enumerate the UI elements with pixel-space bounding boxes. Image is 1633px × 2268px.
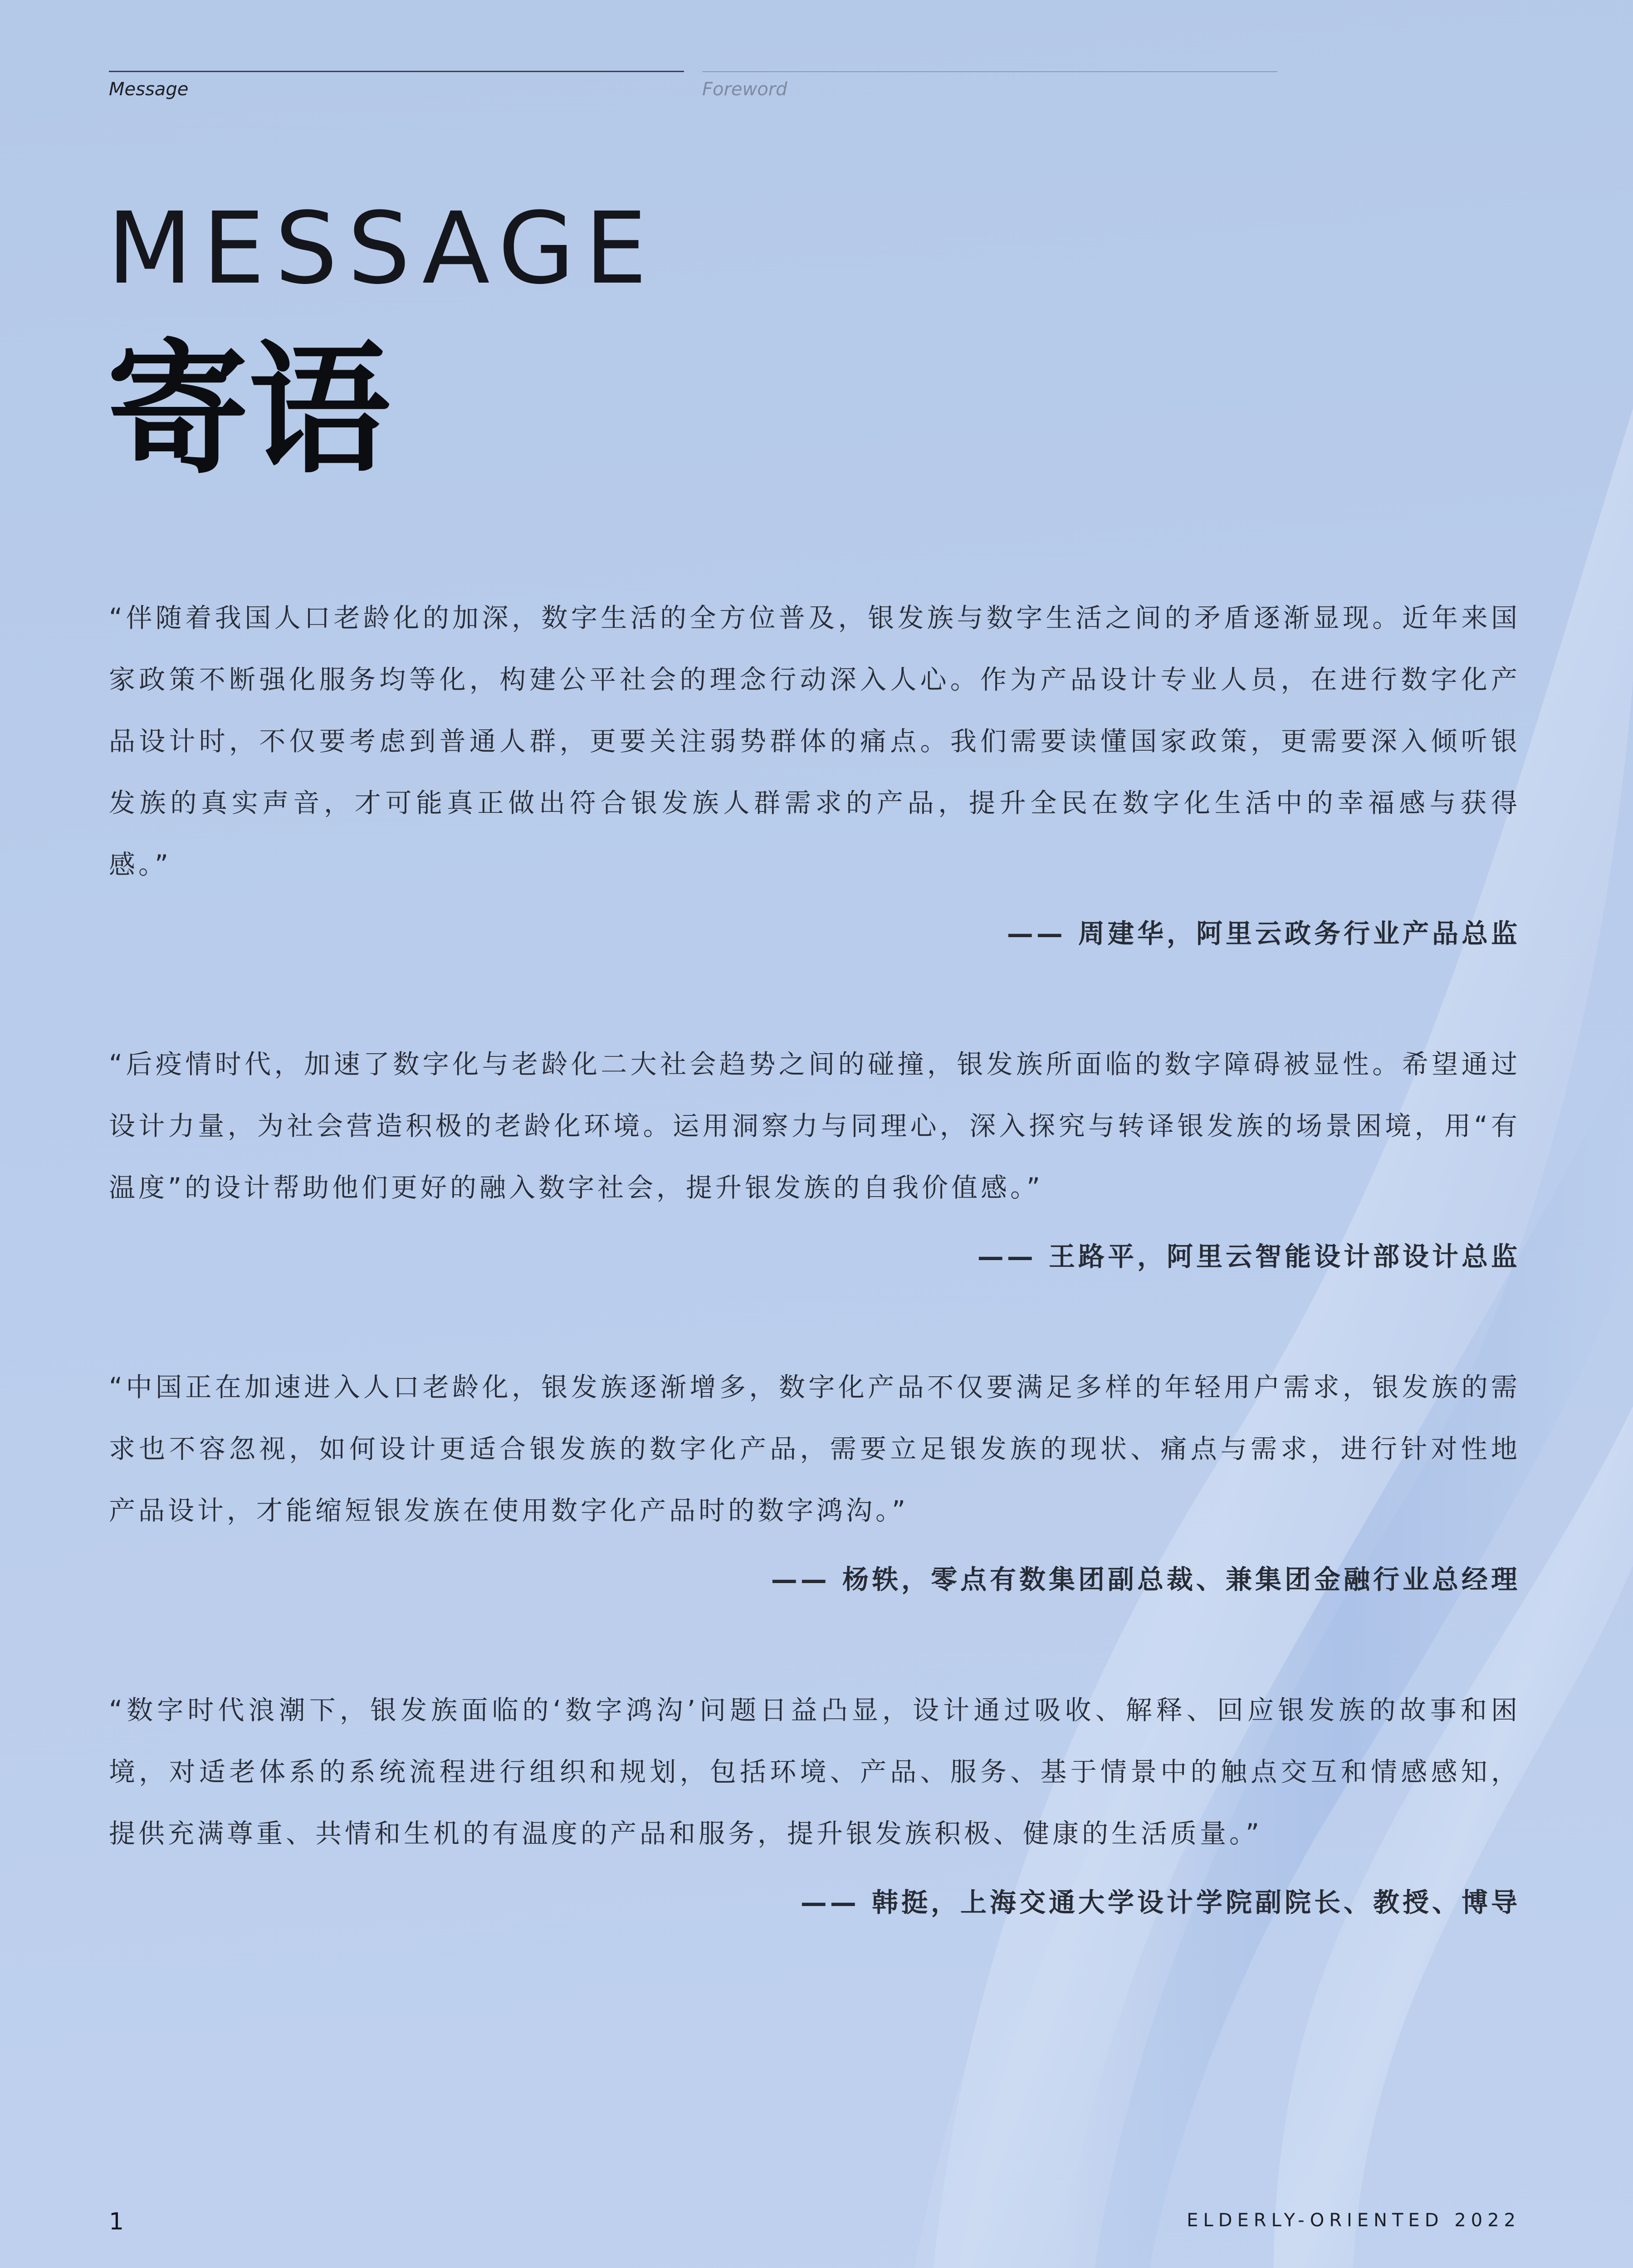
nav-rule-foreword <box>702 71 1277 72</box>
quote-attribution: —— 韩挺，上海交通大学设计学院副院长、教授、博导 <box>800 1887 1521 1918</box>
quote-text: “后疫情时代，加速了数字化与老龄化二大社会趋势之间的碰撞，银发族所面临的数字障碍被显性。希望通过设计力量，为社会营造积极的老龄化环境。运用洞察力与同理心，深入探究与转译银发族的场景困境，用“有温度”的设计帮助他们更好的融入数字社会，提升银发族的自我价值感。” <box>109 1049 1521 1203</box>
page-title-chinese: 寄语 <box>107 327 390 493</box>
nav-tab-foreword[interactable]: Foreword <box>702 79 787 100</box>
quote-attribution: —— 周建华，阿里云政务行业产品总监 <box>1007 918 1521 949</box>
quote-attribution: —— 王路平，阿里云智能设计部设计总监 <box>977 1241 1521 1272</box>
quote-text: “数字时代浪潮下，银发族面临的‘数字鸿沟’问题日益凸显，设计通过吸收、解释、回应银发族的故事和困境，对适老体系的系统流程进行组织和规划，包括环境、产品、服务、基于情景中的触点交互和情感感知，提供充满尊重、共情和生机的有温度的产品和服务，提升银发族积极、健康的生活质量。” <box>109 1695 1521 1849</box>
quote-block <box>109 1356 1521 1598</box>
quote-text: “中国正在加速进入人口老龄化，银发族逐渐增多，数字化产品不仅要满足多样的年轻用户需求，银发族的需求也不容忽视，如何设计更适合银发族的数字化产品，需要立足银发族的现状、痛点与需求，进行针对性地产品设计，才能缩短银发族在使用数字化产品时的数字鸿沟。” <box>109 1372 1521 1526</box>
quotes-list <box>109 587 1521 2002</box>
nav-tab-message[interactable]: Message <box>109 79 189 100</box>
page-title-english: MESSAGE <box>107 191 657 306</box>
quote-block <box>109 1679 1521 1921</box>
footer-report-title: ELDERLY-ORIENTED 2022 <box>1187 2210 1521 2231</box>
nav-rule-message <box>109 71 684 72</box>
quote-block <box>109 587 1521 952</box>
quote-block <box>109 1033 1521 1275</box>
page-number: 1 <box>109 2208 124 2235</box>
quote-attribution: —— 杨轶，零点有数集团副总裁、兼集团金融行业总经理 <box>771 1564 1521 1595</box>
quote-text: “伴随着我国人口老龄化的加深，数字生活的全方位普及，银发族与数字生活之间的矛盾逐渐显现。近年来国家政策不断强化服务均等化，构建公平社会的理念行动深入人心。作为产品设计专业人员，在进行数字化产品设计时，不仅要考虑到普通人群，更要关注弱势群体的痛点。我们需要读懂国家政策，更需要深入倾听银发族的真实声音，才可能真正做出符合银发族人群需求的产品，提升全民在数字化生活中的幸福感与获得感。” <box>109 602 1521 880</box>
